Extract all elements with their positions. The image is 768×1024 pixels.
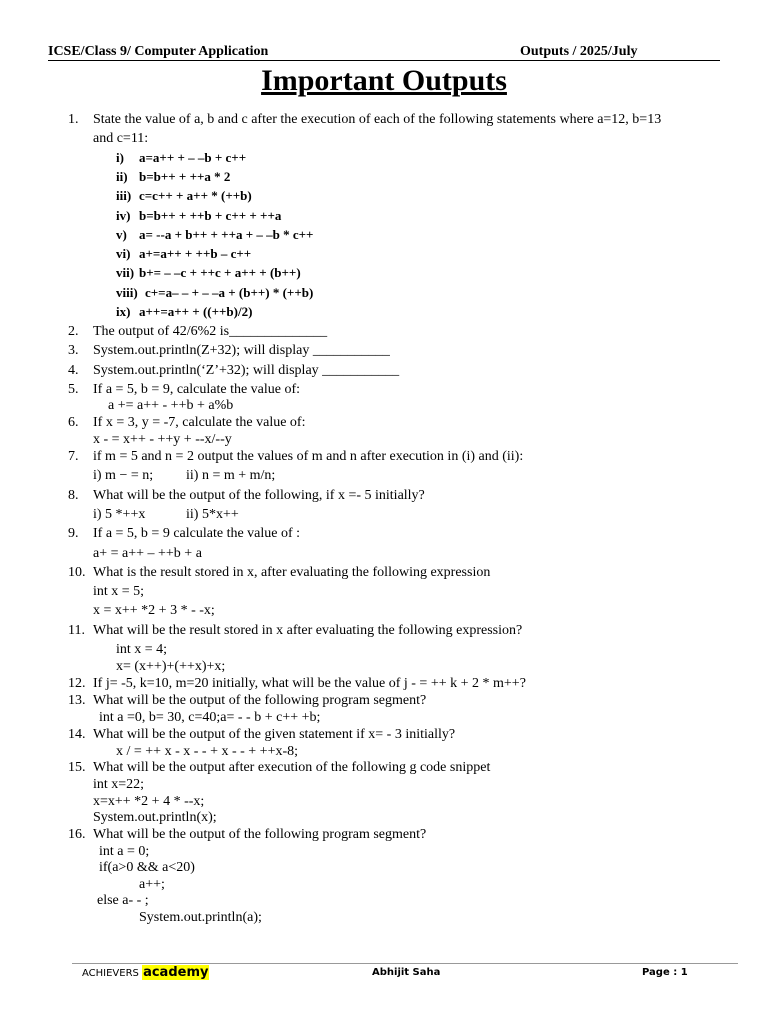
question-text: What will be the result stored in x after evaluating the following expression?: [93, 623, 523, 638]
sub-item-label: ii): [116, 169, 128, 184]
sub-item-label: viii): [116, 285, 138, 300]
sub-item-expression: a+=a++ + ++b – c++: [139, 246, 252, 261]
question-number: 12.: [68, 676, 86, 691]
question-number: 13.: [68, 693, 86, 708]
footer-brand-logo: [82, 966, 209, 981]
question-text: What will be the output of the following, if x =- 5 initially?: [93, 488, 425, 503]
question-number: 9.: [68, 526, 79, 541]
question-number: 15.: [68, 760, 86, 775]
code-line: int a =0, b= 30, c=40;a= - - b + c++ +b;: [99, 710, 321, 725]
code-line: x = x++ *2 + 3 * - -x;: [93, 603, 215, 618]
sub-item-expression: a= --a + b++ + ++a + – –b * c++: [139, 227, 314, 242]
page-title: Important Outputs: [261, 64, 507, 97]
code-line: int a = 0;: [99, 844, 150, 859]
question-number: 11.: [68, 623, 85, 638]
question-text: If j= -5, k=10, m=20 initially, what will be the value of j - = ++ k + 2 * m++?: [93, 676, 526, 691]
code-line: else a- - ;: [97, 893, 149, 908]
question-text: What is the result stored in x, after evaluating the following expression: [93, 565, 491, 580]
question-number: 14.: [68, 727, 86, 742]
footer-author: Abhijit Saha: [372, 967, 441, 978]
question-number: 6.: [68, 415, 79, 430]
header-course: ICSE/Class 9/ Computer Application: [48, 44, 269, 59]
code-line: x= (x++)+(++x)+x;: [116, 659, 226, 674]
question-text: System.out.println(Z+32); will display ___________: [93, 343, 390, 358]
code-line: System.out.println(a);: [139, 910, 262, 925]
code-line: System.out.println(x);: [93, 810, 217, 825]
question-number: 3.: [68, 343, 79, 358]
code-line: x / = ++ x - x - - + x - - + ++x-8;: [116, 744, 299, 759]
footer-brand-highlight: academy: [143, 965, 209, 980]
question-number: 4.: [68, 363, 79, 378]
sub-item-expression: a=a++ + – –b + c++: [139, 150, 247, 165]
sub-item-expression: c=c++ + a++ * (++b): [139, 188, 252, 203]
question-text: What will be the output after execution of the following g code snippet: [93, 760, 491, 775]
question-number: 16.: [68, 827, 86, 842]
header-topic-date: Outputs / 2025/July: [520, 44, 638, 59]
sub-item-label: vii): [116, 265, 135, 280]
sub-item-label: vi): [116, 246, 131, 261]
header-rule: [48, 60, 720, 61]
question-number: 5.: [68, 382, 79, 397]
question-text: The output of 42/6%2 is______________: [93, 324, 328, 339]
sub-item-label: i): [116, 150, 124, 165]
question-text: What will be the output of the following program segment?: [93, 827, 427, 842]
sub-item-expression: b=b++ + ++a * 2: [139, 169, 231, 184]
question-part-ii: ii) 5*x++: [186, 507, 239, 522]
code-line: a++;: [139, 877, 165, 892]
question-part-ii: ii) n = m + m/n;: [186, 468, 276, 483]
question-text: What will be the output of the given statement if x= - 3 initially?: [93, 727, 456, 742]
question-expression: a+ = a++ – ++b + a: [93, 546, 202, 561]
question-text: State the value of a, b and c after the execution of each of the following statements where a=12, b=13: [93, 112, 662, 127]
question-text: What will be the output of the following program segment?: [93, 693, 427, 708]
code-line: if(a>0 && a<20): [99, 860, 195, 875]
question-number: 10.: [68, 565, 86, 580]
question-part-i: i) 5 *++x: [93, 507, 146, 522]
question-number: 7.: [68, 449, 79, 464]
sub-item-expression: b+= – –c + ++c + a++ + (b++): [139, 265, 301, 280]
code-line: x=x++ *2 + 4 * --x;: [93, 794, 205, 809]
code-line: int x = 4;: [116, 642, 168, 657]
sub-item-expression: b=b++ + ++b + c++ + ++a: [139, 208, 282, 223]
footer-rule: [72, 963, 738, 964]
code-line: int x = 5;: [93, 584, 145, 599]
question-text: If a = 5, b = 9 calculate the value of :: [93, 526, 301, 541]
sub-item-label: iii): [116, 188, 132, 203]
code-line: int x=22;: [93, 777, 145, 792]
question-number: 8.: [68, 488, 79, 503]
question-text: If x = 3, y = -7, calculate the value of:: [93, 415, 306, 430]
sub-item-label: v): [116, 227, 127, 242]
question-expression: a += a++ - ++b + a%b: [108, 398, 234, 413]
question-part-i: i) m − = n;: [93, 468, 154, 483]
question-number: 2.: [68, 324, 79, 339]
question-text: System.out.println(‘Z’+32); will display ___________: [93, 363, 400, 378]
question-text: If a = 5, b = 9, calculate the value of:: [93, 382, 301, 397]
sub-item-expression: a++=a++ + ((++b)/2): [139, 304, 253, 319]
question-text: if m = 5 and n = 2 output the values of m and n after execution in (i) and (ii):: [93, 449, 524, 464]
question-expression: x - = x++ - ++y + --x/--y: [93, 432, 232, 447]
sub-item-expression: c+=a– – + – –a + (b++) * (++b): [145, 285, 314, 300]
question-text-cont: and c=11:: [93, 131, 149, 146]
question-number: 1.: [68, 112, 79, 127]
footer-page-number: Page : 1: [642, 967, 688, 978]
sub-item-label: iv): [116, 208, 131, 223]
sub-item-label: ix): [116, 304, 131, 319]
footer-brand-prefix: ACHIEVERS: [82, 968, 139, 979]
